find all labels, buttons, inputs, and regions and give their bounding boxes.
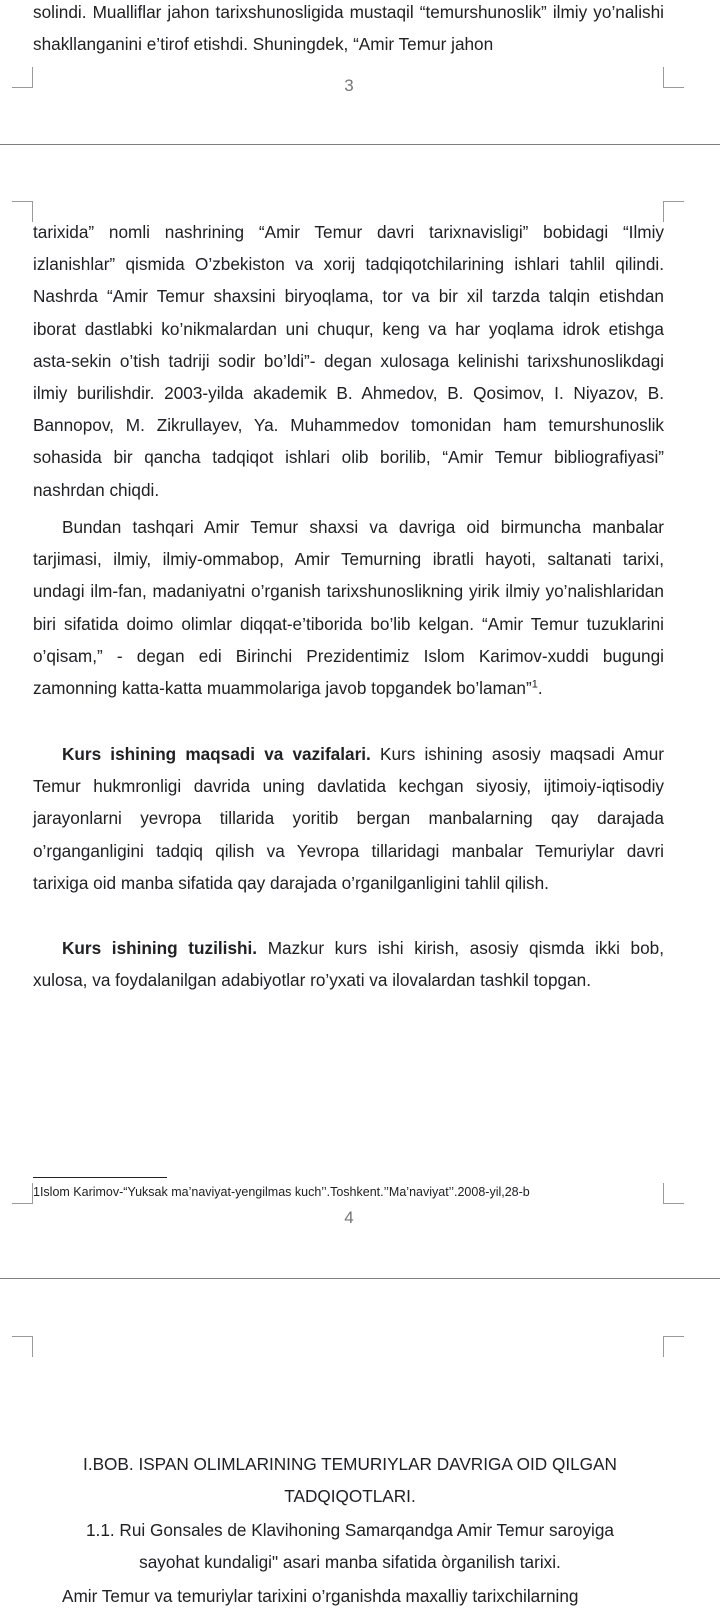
footnote-rule <box>33 1177 167 1178</box>
page-separator <box>0 1278 720 1279</box>
section-title: 1.1. Rui Gonsales de Klavihoning Samarqandga Amir Temur saroyiga sayohat kundaligi" asari manba sifatida òrganilish tarixi. <box>85 1520 614 1573</box>
crop-mark-bottom-left <box>12 201 33 222</box>
page-number: 4 <box>344 1208 354 1227</box>
paragraph-body-1: tarixida” nomli nashrining “Amir Temur davri tarixnavisligi” bobidagi “Ilmiy izlanishlar” qismida O’zbekiston va xorij tadqiqotchilarining ishlari tahlil qilindi. Nashrda “Amir Temur shaxsini biryoqlama, tor va bir xil tarzda talqin etishdan iborat dastlabki ko’nikmalardan uni chuqur, keng va har yoqlama idrok etishga asta-sekin o’tish tadriji sodir bo’ldi”- degan xulosaga kelinishi tarixshunoslikdagi ilmiy burilishdir. 2003-yilda akademik B. Ahmedov, B. Qosimov, I. Niyazov, B. Bannopov, M. Zikrullayev, Ya. Muhammedov tomonidan ham temurshunoslik sohasida bir qancha tadqiqot ishlari olib borilib, “Amir Temur bibliografiyasi” nashrdan chiqdi. <box>33 222 664 500</box>
page-separator <box>0 144 720 145</box>
crop-mark-bottom-right <box>663 201 684 222</box>
structure-heading: Kurs ishining tuzilishi. <box>62 938 258 958</box>
crop-mark-bottom-left <box>12 1336 33 1357</box>
paragraph-structure <box>33 932 664 996</box>
crop-mark-top-left <box>12 1183 33 1204</box>
crop-mark-bottom-right <box>663 1336 684 1357</box>
footnote-reference[interactable]: 1 <box>531 678 538 691</box>
purpose-heading: Kurs ishining maqsadi va vazifalari. <box>62 744 371 764</box>
page-number: 3 <box>344 76 354 95</box>
paragraph-intro: Amir Temur va temuriylar tarixini o’rganishda maxalliy tarixchilarning <box>62 1586 579 1606</box>
footnote-text: 1Islom Karimov-“Yuksak ma’naviyat-yengilmas kuch’’.Toshkent.’’Ma’naviyat’’.2008-yil,28-b <box>33 1185 530 1199</box>
paragraph-purpose <box>33 738 664 899</box>
structure-text: Mazkur kurs ishi kirish, asosiy qismda ikki bob, xulosa, va foydalanilgan adabiyotlar ro’yxati va ilovalardan tashkil topgan. <box>33 938 665 991</box>
chapter-title: I.BOB. ISPAN OLIMLARINING TEMURIYLAR DAVRIGA OID QILGAN TADQIQOTLARI. <box>83 1454 617 1507</box>
paragraph-body-2-end: . <box>537 678 543 699</box>
paragraph-body-2 <box>33 511 664 704</box>
page-top-text: solindi. Mualliflar jahon tarixshunosligida mustaqil “temurshunoslik” ilmiy yo’nalishi shakllanganini e’tirof etishdi. Shuningdek, “Amir Temur jahon <box>33 2 664 55</box>
paragraph-body-2-text: Bundan tashqari Amir Temur shaxsi va davriga oid birmuncha manbalar tarjimasi, ilmiy, ilmiy-ommabop, Amir Temurning ibratli hayoti, saltanati tarixi, undagi ilm-fan, madaniyatni o’rganish tarixshunoslikning yirik ilmiy yo’nalishlaridan biri sifatida doimo olimlar diqqat-e’tiborida bo’lib kelgan. “Amir Temur tuzuklarini o’qisam,” - degan edi Birinchi Prezidentimiz Islom Karimov-xuddi bugungi zamonning katta-katta muammolariga javob topgandek bo’laman” <box>33 517 664 699</box>
crop-mark-top-right <box>663 1183 684 1204</box>
purpose-text: Kurs ishining asosiy maqsadi Amur Temur hukmronligi davrida uning davlatida kechgan siyosiy, ijtimoiy-iqtisodiy jarayonlarni yevropa tillarida yoritib bergan manbalarning qay darajada o’rganganligini tadqiq qilish va Yevropa tillaridagi manbalar Temuriylar davri tarixiga oid manba sifatida qay darajada o’rganilganligini tahlil qilish. <box>33 744 664 893</box>
